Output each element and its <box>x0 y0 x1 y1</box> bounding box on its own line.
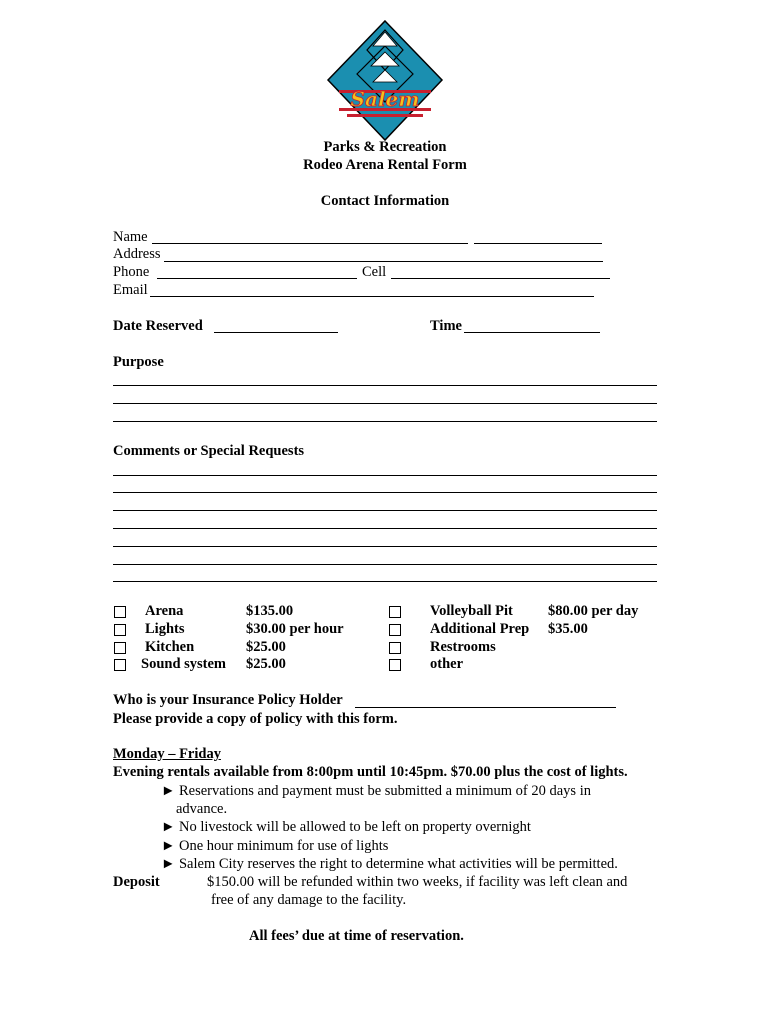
sound-system-checkbox[interactable] <box>114 659 126 671</box>
deposit-line2: free of any damage to the facility. <box>211 892 407 908</box>
purpose-line[interactable] <box>113 403 657 404</box>
option-price: $135.00 <box>246 603 294 619</box>
name-field-2[interactable] <box>474 243 602 244</box>
comments-line[interactable] <box>113 492 657 493</box>
insurance-note: Please provide a copy of policy with this form. <box>113 711 398 727</box>
deposit-label: Deposit <box>113 874 160 890</box>
volleyball-pit-checkbox[interactable] <box>389 606 401 618</box>
name-label: Name <box>113 229 148 245</box>
comments-label: Comments or Special Requests <box>113 443 305 459</box>
footer-note: All fees’ due at time of reservation. <box>249 928 464 944</box>
insurance-question: Who is your Insurance Policy Holder <box>113 692 343 708</box>
option-item: other <box>430 656 464 672</box>
salem-logo <box>325 18 445 143</box>
restrooms-checkbox[interactable] <box>389 642 401 654</box>
option-price: $35.00 <box>548 621 588 637</box>
option-item: Kitchen <box>145 639 195 655</box>
purpose-line[interactable] <box>113 421 657 422</box>
header-line1: Parks & Recreation <box>323 139 447 155</box>
bullet-arrow-icon: ► <box>161 856 176 872</box>
email-field[interactable] <box>150 296 594 297</box>
insurance-field[interactable] <box>355 707 616 708</box>
comments-line[interactable] <box>113 546 657 547</box>
lights-checkbox[interactable] <box>114 624 126 636</box>
schedule-evening: Evening rentals available from 8:00pm until 10:45pm. $70.00 plus the cost of lights. <box>113 764 628 780</box>
bullet-arrow-icon: ► <box>161 819 176 835</box>
comments-line[interactable] <box>113 581 657 582</box>
option-price: $25.00 <box>246 639 286 655</box>
option-item: Arena <box>145 603 184 619</box>
purpose-label: Purpose <box>113 354 164 370</box>
option-price: $80.00 per day <box>548 603 639 619</box>
arena-checkbox[interactable] <box>114 606 126 618</box>
cell-field[interactable] <box>391 278 610 279</box>
bullet-arrow-icon: ► <box>161 783 176 799</box>
option-item: Lights <box>145 621 185 637</box>
bullet-text: One hour minimum for use of lights <box>178 838 389 854</box>
comments-line[interactable] <box>113 564 657 565</box>
option-price: $25.00 <box>246 656 286 672</box>
bullet-continuation: advance. <box>176 801 228 817</box>
other-checkbox[interactable] <box>389 659 401 671</box>
kitchen-checkbox[interactable] <box>114 642 126 654</box>
phone-field[interactable] <box>157 278 357 279</box>
header-line2: Rodeo Arena Rental Form <box>303 157 467 173</box>
option-item: Additional Prep <box>430 621 530 637</box>
bullet-text: Salem City reserves the right to determine what activities will be permitted. <box>178 856 618 872</box>
comments-line[interactable] <box>113 528 657 529</box>
logo-text: Salem <box>350 87 420 111</box>
bullet-item <box>161 783 591 800</box>
address-field[interactable] <box>164 261 603 262</box>
additional-prep-checkbox[interactable] <box>389 624 401 636</box>
option-item: Restrooms <box>430 639 496 655</box>
bullet-text: No livestock will be allowed to be left on property overnight <box>178 819 531 835</box>
deposit-line1: $150.00 will be refunded within two weeks, if facility was left clean and <box>207 874 628 890</box>
comments-line[interactable] <box>113 510 657 511</box>
schedule-days: Monday – Friday <box>113 746 221 762</box>
cell-label: Cell <box>362 264 387 280</box>
bullet-item <box>161 819 531 836</box>
address-label: Address <box>113 246 161 262</box>
comments-line[interactable] <box>113 475 657 476</box>
name-field[interactable] <box>152 243 468 244</box>
email-label: Email <box>113 282 148 298</box>
date-reserved-label: Date Reserved <box>113 318 203 334</box>
time-label: Time <box>430 318 462 334</box>
bullet-text: Reservations and payment must be submitted a minimum of 20 days in <box>178 783 591 799</box>
time-field[interactable] <box>464 332 600 333</box>
section-title: Contact Information <box>320 193 450 209</box>
option-item: Sound system <box>141 656 227 672</box>
purpose-line[interactable] <box>113 385 657 386</box>
date-reserved-field[interactable] <box>214 332 338 333</box>
option-price: $30.00 per hour <box>246 621 344 637</box>
option-item: Volleyball Pit <box>430 603 513 619</box>
bullet-arrow-icon: ► <box>161 838 176 854</box>
phone-label: Phone <box>113 264 150 280</box>
bullet-item <box>161 838 388 855</box>
bullet-item <box>161 856 618 873</box>
